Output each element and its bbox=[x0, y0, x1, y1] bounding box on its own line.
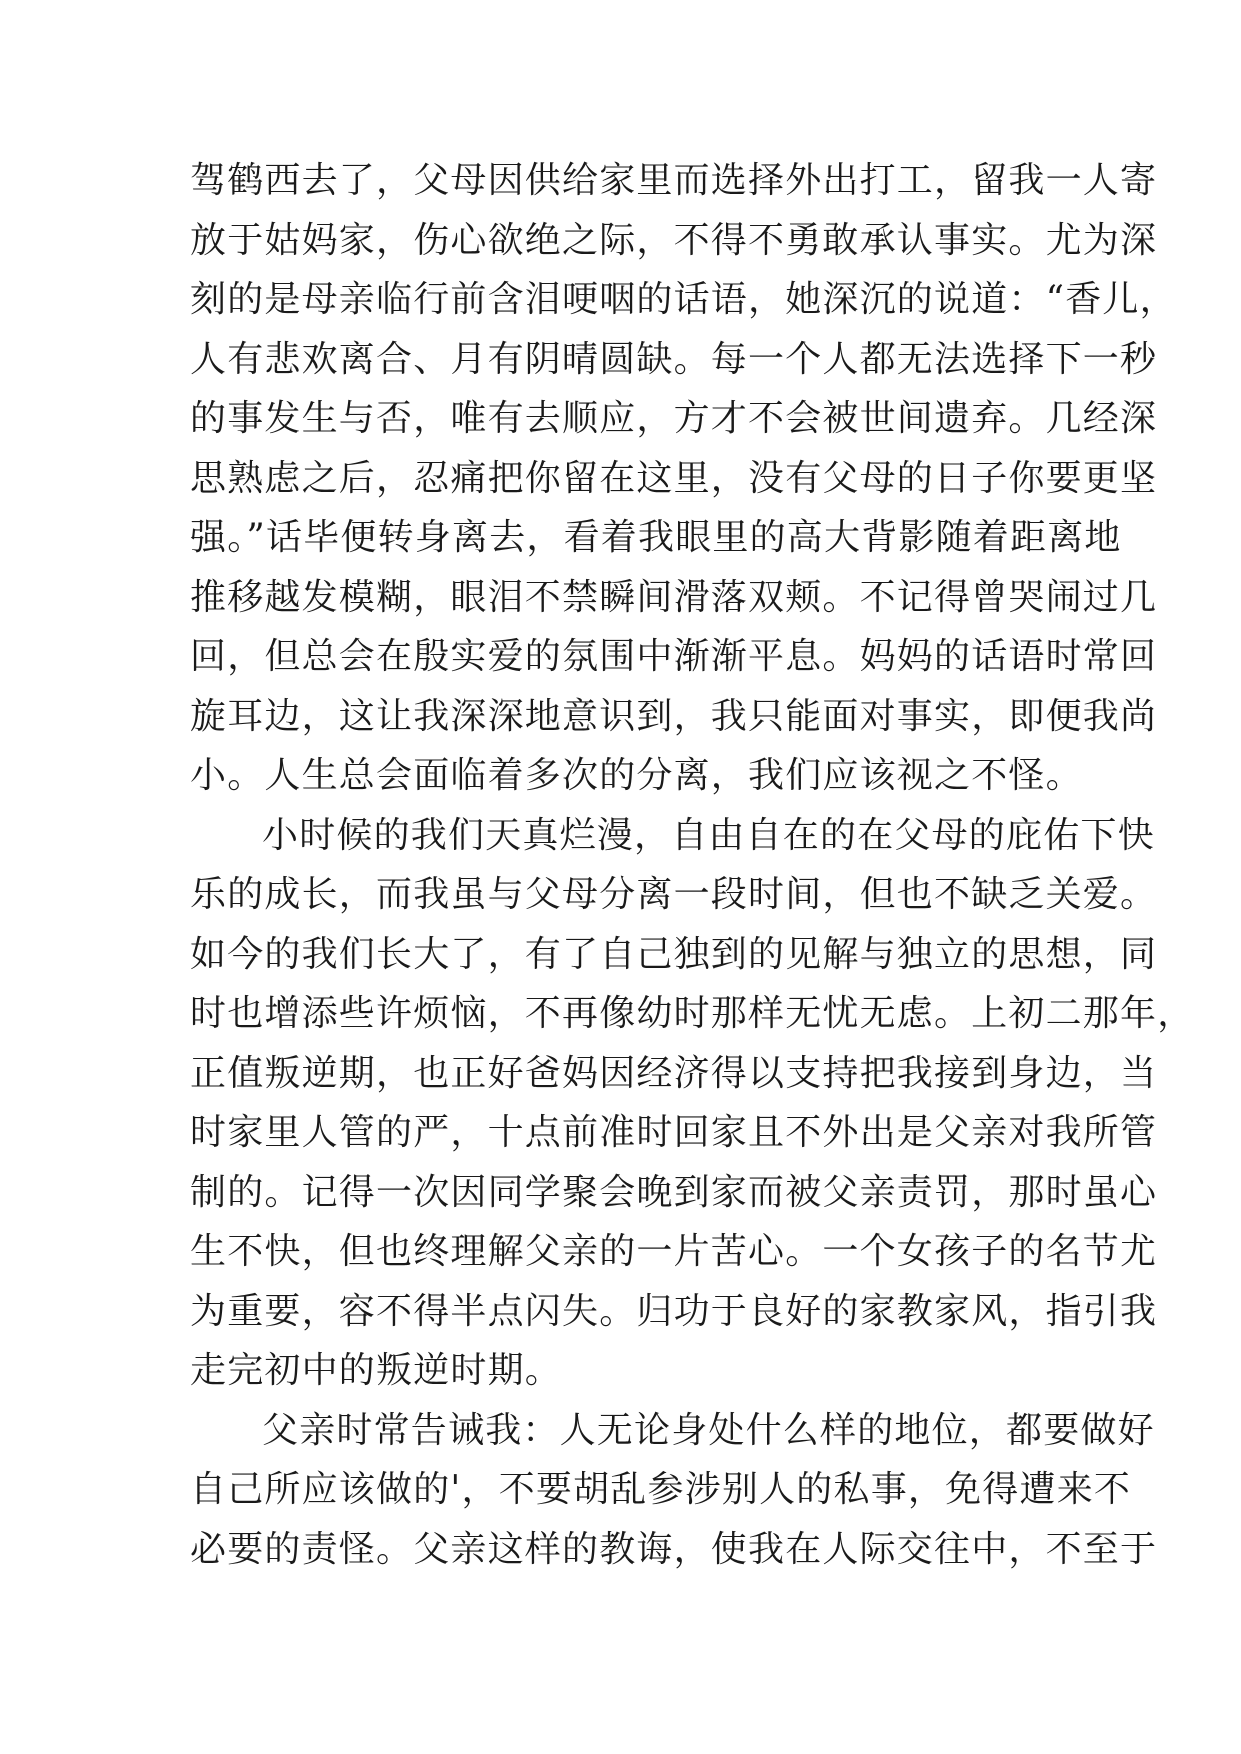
text-line: 推移越发模糊，眼泪不禁瞬间滑落双颊。不记得曾哭闹过几 bbox=[190, 576, 1158, 618]
text-line: 为重要，容不得半点闪失。归功于良好的家教家风，指引我 bbox=[190, 1290, 1158, 1332]
text-line: 旋耳边，这让我深深地意识到，我只能面对事实，即便我尚 bbox=[190, 695, 1158, 737]
text-line: 必要的责怪。父亲这样的教诲，使我在人际交往中，不至于 bbox=[190, 1528, 1158, 1570]
text-line: 自己所应该做的'，不要胡乱参涉别人的私事，免得遭来不 bbox=[190, 1469, 1132, 1510]
text-line: 正值叛逆期，也正好爸妈因经济得以支持把我接到身边，当 bbox=[190, 1052, 1158, 1094]
paragraph-first-line: 父亲时常告诫我：人无论身处什么样的地位，都要做好 bbox=[262, 1409, 1155, 1451]
paragraph-first-line: 小时候的我们天真烂漫，自由自在的在父母的庇佑下快 bbox=[262, 814, 1155, 856]
text-line: 强。”话毕便转身离去，看着我眼里的高大背影随着距离地 bbox=[190, 517, 1122, 558]
text-line: 乐的成长，而我虽与父母分离一段时间，但也不缺乏关爱。 bbox=[190, 874, 1158, 915]
text-line: 放于姑妈家，伤心欲绝之际，不得不勇敢承认事实。尤为深 bbox=[190, 219, 1158, 261]
text-line: 走完初中的叛逆时期。 bbox=[190, 1350, 563, 1391]
text-line: 制的。记得一次因同学聚会晚到家而被父亲责罚，那时虽心 bbox=[190, 1171, 1158, 1213]
text-line: 的事发生与否，唯有去顺应，方才不会被世间遗弃。几经深 bbox=[190, 398, 1158, 439]
text-line: 小。人生总会面临着多次的分离，我们应该视之不怪。 bbox=[190, 755, 1083, 796]
text-line: 人有悲欢离合、月有阴晴圆缺。每一个人都无法选择下一秒 bbox=[190, 338, 1158, 380]
text-line: 如今的我们长大了，有了自己独到的见解与独立的思想，同 bbox=[190, 933, 1158, 975]
text-line: 时也增添些许烦恼，不再像幼时那样无忧无虑。上初二那年， bbox=[190, 993, 1195, 1034]
text-line: 时家里人管的严，十点前准时回家且不外出是父亲对我所管 bbox=[190, 1112, 1158, 1153]
text-line: 驾鹤西去了，父母因供给家里而选择外出打工，留我一人寄 bbox=[190, 160, 1158, 201]
body-text bbox=[190, 151, 1195, 1579]
text-line: 刻的是母亲临行前含泪哽咽的话语，她深沉的说道：“香儿， bbox=[190, 279, 1177, 320]
text-line: 生不快，但也终理解父亲的一片苦心。一个女孩子的名节尤 bbox=[190, 1231, 1158, 1272]
text-line: 回，但总会在殷实爱的氛围中渐渐平息。妈妈的话语时常回 bbox=[190, 636, 1158, 677]
text-line: 思熟虑之后，忍痛把你留在这里，没有父母的日子你要更坚 bbox=[190, 457, 1158, 499]
